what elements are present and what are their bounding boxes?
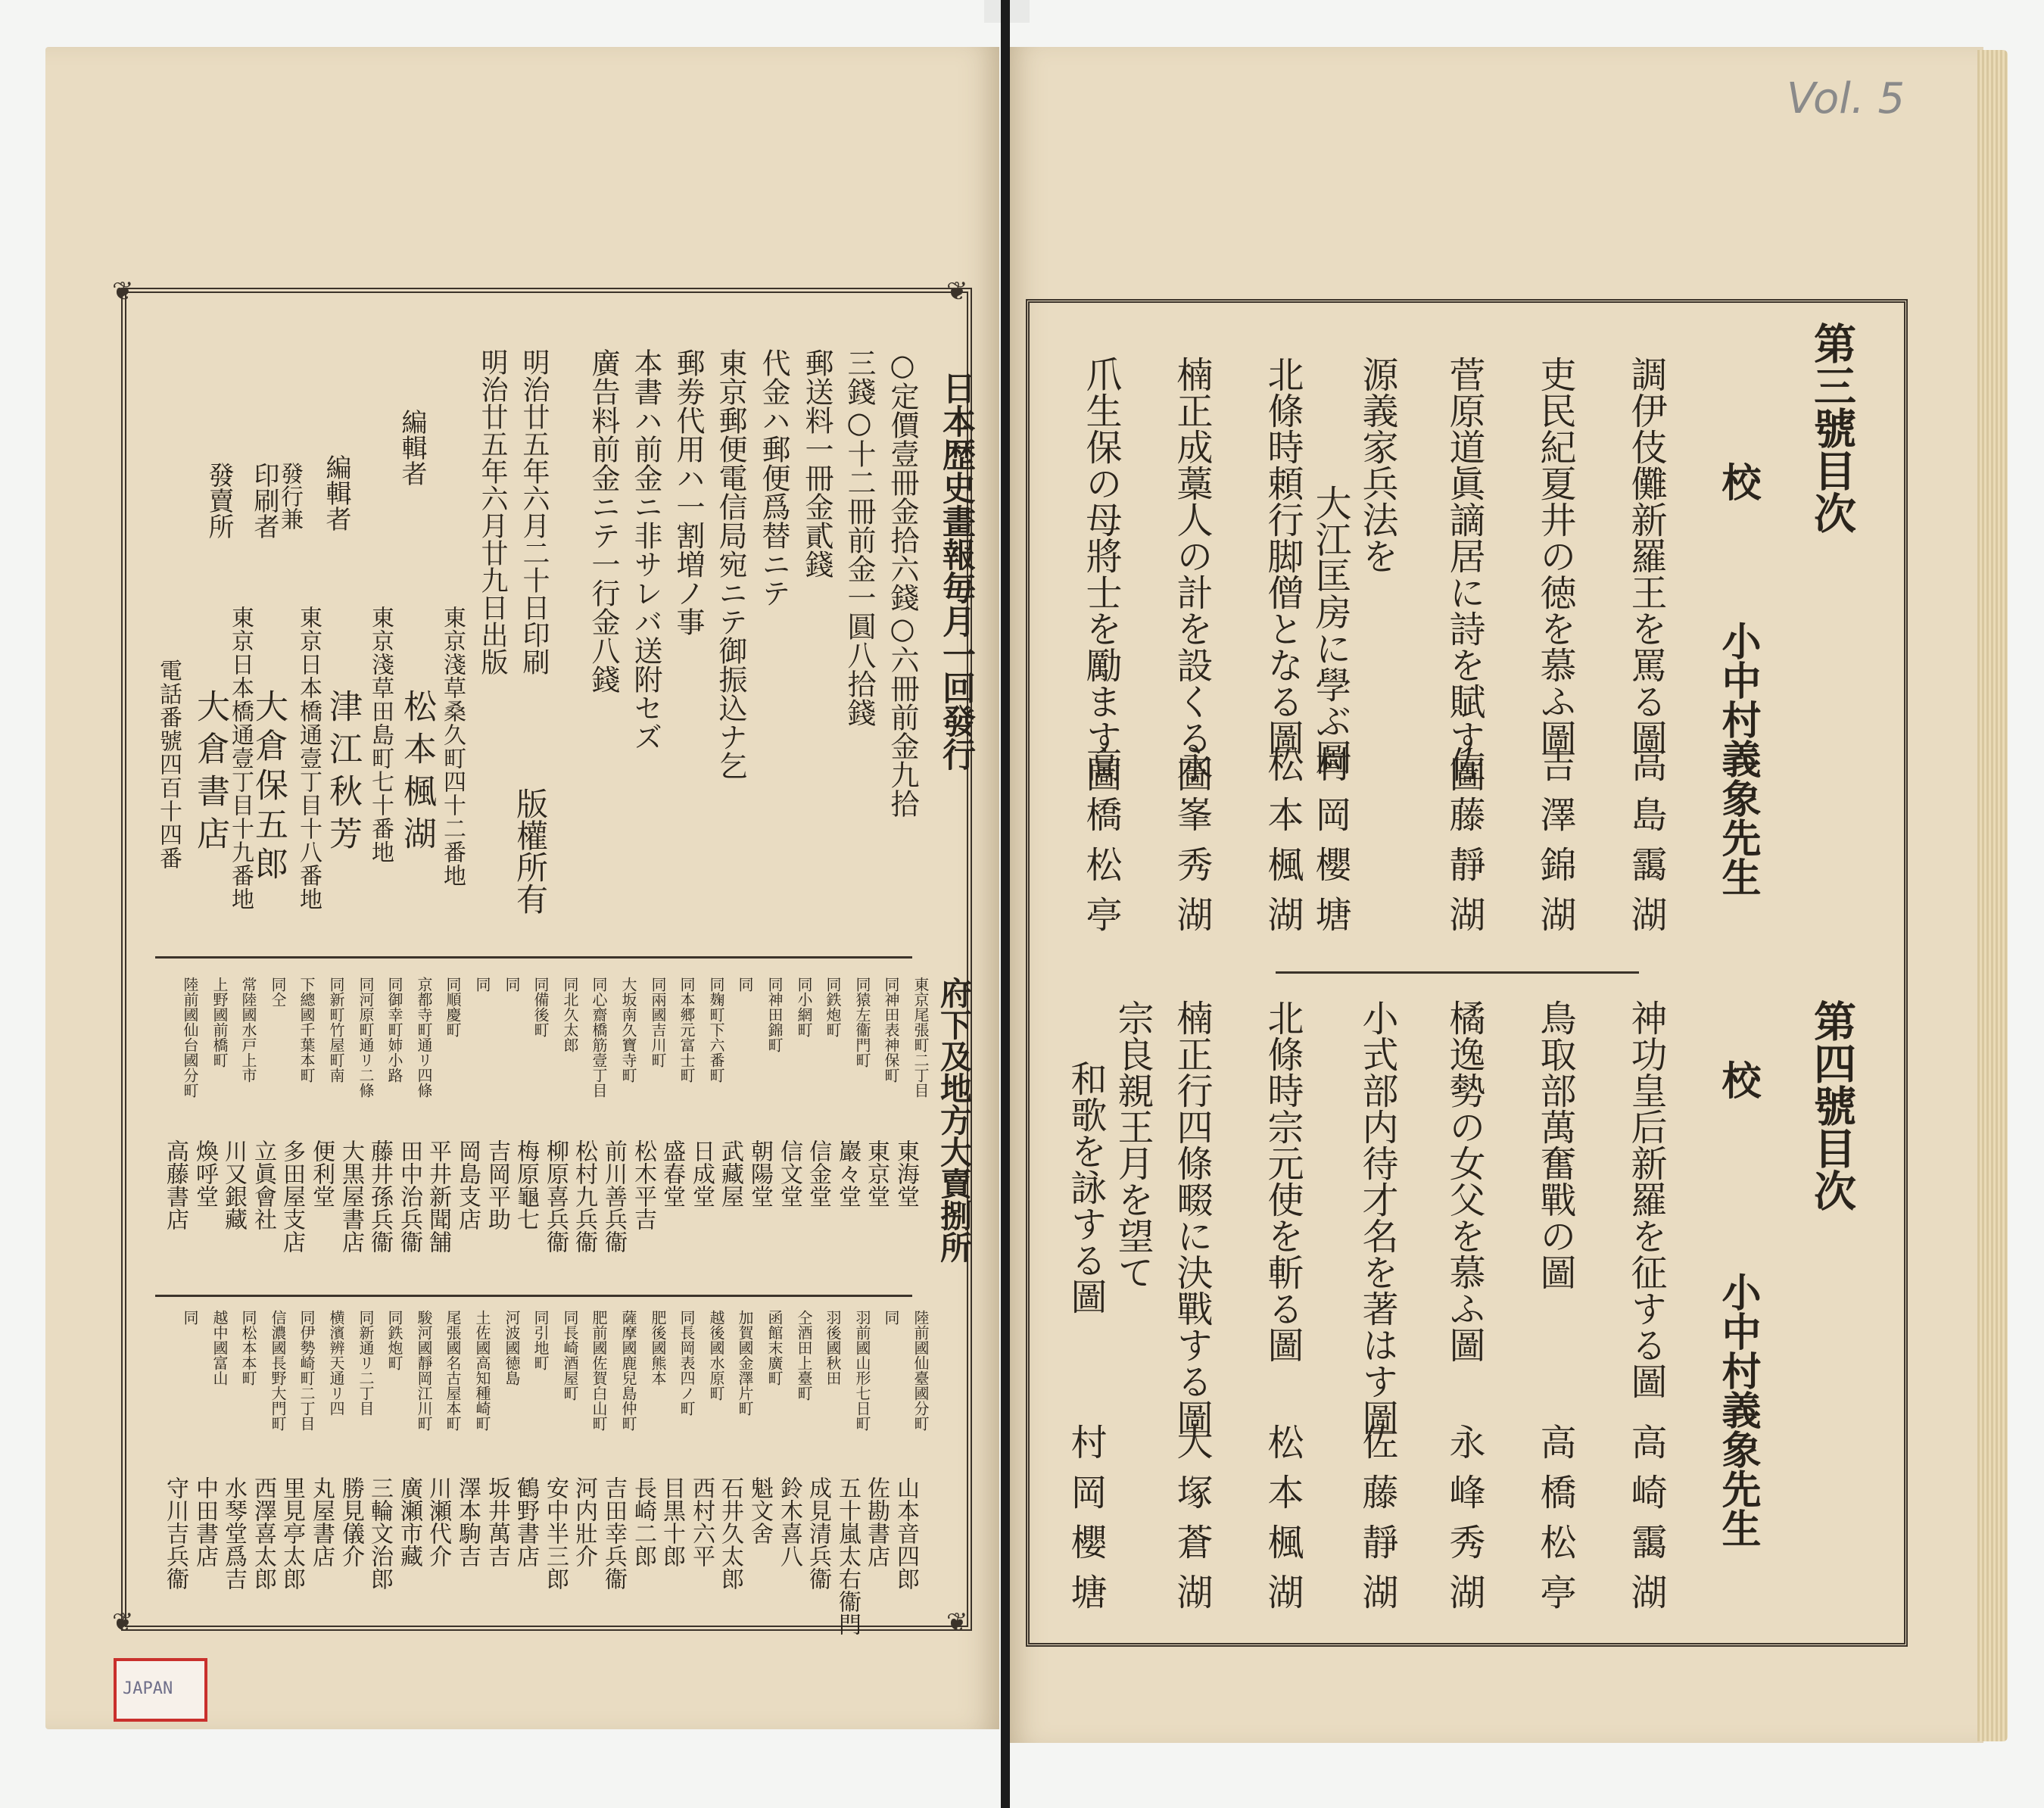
issue3-item-title-cont: 大江匡房に學ぶ圖 [1309, 485, 1351, 775]
issue3-item-artist: 永峯秀湖 [1170, 746, 1213, 946]
seller-address: 薩摩國鹿兒島仲町 [619, 1310, 637, 1431]
colophon-title: 日本歴史畫報毎月一回發行 [936, 371, 975, 771]
issue4-item-title-cont: 和歌を詠する圖 [1064, 1060, 1107, 1314]
seller-label: 發賣所 [204, 462, 234, 539]
seller-name: 吉田幸兵衞 [600, 1476, 627, 1590]
seller-address: 上野國前橋町 [210, 977, 229, 1068]
publisher-label: 發行兼 [276, 462, 303, 530]
issue4-item-artist: 高崎靄湖 [1625, 1423, 1667, 1623]
page-edges [1977, 50, 2008, 1741]
seller-name: 西澤喜太郎 [250, 1476, 276, 1590]
seller-address: 肥後國熊本 [649, 1310, 667, 1386]
editor-name: 松本楓湖 [397, 689, 436, 859]
issue3-item-title: 源義家兵法を [1356, 356, 1398, 574]
seller-address: 同御幸町姉小路 [385, 977, 404, 1083]
seller-address: 同順慶町 [444, 977, 462, 1037]
seller-name: 平井新聞舗 [425, 1139, 451, 1253]
print-date: 明治廿五年六月二十日印刷 [519, 348, 550, 675]
seller-name: 廣瀬市藏 [396, 1476, 422, 1567]
ornament-corner-tr: ❦ [946, 276, 968, 307]
seller-name: 多田屋支店 [279, 1139, 305, 1253]
seller-name: 西村六平 [688, 1476, 715, 1567]
issue4-item-artist: 永峰秀湖 [1443, 1423, 1485, 1623]
copyright-mark: 版權所有 [512, 787, 549, 915]
seller-address: 大坂南久寶寺町 [619, 977, 637, 1083]
seller-address: 尾張國名古屋本町 [444, 1310, 462, 1431]
issue4-item-artist: 大塚蒼湖 [1170, 1423, 1213, 1623]
seller-name: 藤井孫兵衞 [366, 1139, 393, 1253]
issue4-item-artist: 高橋松亭 [1534, 1423, 1576, 1623]
seller-name: 安中半三郎 [542, 1476, 569, 1590]
seller-name: 山本音四郎 [893, 1476, 919, 1590]
seller-name: 立眞會社 [250, 1139, 276, 1230]
issue4-item-artist: 佐藤靜湖 [1356, 1423, 1398, 1623]
issue4-school-mark: 校 [1715, 1060, 1761, 1099]
seller-name: 信文堂 [776, 1139, 802, 1208]
seller-name: 丸屋書店 [308, 1476, 335, 1567]
seller-name: 田中治兵衞 [396, 1139, 422, 1253]
seller-name: 佐勘書店 [863, 1476, 890, 1567]
sellers-divider [155, 1295, 912, 1297]
seller-address: 同新町竹屋町南 [327, 977, 345, 1083]
sellers-heading: 府下及地方大賣捌所 [936, 977, 973, 1263]
remit-line-1: 代金ハ郵便爲替ニテ [757, 348, 790, 607]
seller-address: 同松本本町 [239, 1310, 257, 1386]
remit-line-3: 郵劵代用ハ一割増ノ事 [671, 348, 705, 636]
seller-name: 大黒屋書店 [338, 1139, 364, 1253]
compiler-label: 編輯者 [321, 454, 351, 531]
seller-name: 河内壯介 [571, 1476, 597, 1567]
seller-name: 大倉書店 [191, 689, 229, 859]
compiler-address: 東京淺草田島町七十番地 [367, 606, 394, 864]
seller-address: 同猿左衞門町 [853, 977, 871, 1068]
editor-label: 編輯者 [397, 409, 427, 486]
seller-name: 里見亭太郎 [279, 1476, 305, 1590]
seller-name: 長崎二郎 [630, 1476, 656, 1567]
issue3-item-artist: 高島靄湖 [1625, 746, 1667, 946]
seller-name: 高藤書店 [162, 1139, 189, 1230]
seller-name: 煥呼堂 [192, 1139, 218, 1208]
publish-date: 明治廿五年六月廿九日出版 [477, 348, 508, 675]
printer-label: 印刷者 [249, 462, 279, 539]
seller-name: 朝陽堂 [746, 1139, 773, 1208]
seller-address: 羽前國山形七日町 [853, 1310, 871, 1431]
stamp-text: JAPAN [123, 1679, 173, 1698]
seller-name: 岡島支店 [454, 1139, 481, 1230]
seller-name: 鈴木喜八 [776, 1476, 802, 1567]
issue4-heading: 第四號目次 [1807, 999, 1857, 1211]
publisher-address: 東京日本橋通壹丁目十八番地 [295, 606, 322, 911]
issue4-item-artist: 松本楓湖 [1261, 1423, 1304, 1623]
seller-address: 越中國富山 [210, 1310, 229, 1386]
seller-name: 日成堂 [688, 1139, 715, 1208]
seller-name: 東海堂 [893, 1139, 919, 1208]
seller-name: 盛春堂 [659, 1139, 685, 1208]
seller-address: 河波國徳島 [503, 1310, 521, 1386]
seller-name: 三輪文治郎 [366, 1476, 393, 1590]
issue4-item-title: 神功皇后新羅を征する圖 [1625, 999, 1667, 1399]
seller-name: 松村九兵衞 [571, 1139, 597, 1253]
seller-address: 同 [736, 977, 754, 992]
seller-address: 同新通リ二丁目 [357, 1310, 375, 1416]
issue3-school-mark: 校 [1715, 462, 1761, 501]
seller-address: 同 [473, 977, 491, 992]
seller-address: 同心齋橋筋壹丁目 [590, 977, 608, 1098]
issue-divider [1276, 971, 1639, 974]
seller-name: 便利堂 [308, 1139, 335, 1208]
issue3-item-title: 北條時頼行脚僧となる圖 [1261, 356, 1304, 756]
issue4-item-title: 小式部内待才名を著はす圖 [1356, 999, 1398, 1435]
seller-address: 陸前國仙臺國分町 [911, 1310, 930, 1431]
seller-name: 中田書店 [192, 1476, 218, 1567]
seller-address: 羽後國秋田 [824, 1310, 842, 1386]
seller-address: 同鉄炮町 [385, 1310, 404, 1370]
seller-address: 同 [181, 1310, 199, 1325]
seller-address: 同小網町 [795, 977, 813, 1037]
seller-address: 土佐國高知種崎町 [473, 1310, 491, 1431]
seller-address: 同 [503, 977, 521, 992]
seller-address: 同北久太郎 [561, 977, 579, 1052]
editor-address: 東京淺草桑久町四十二番地 [439, 606, 466, 887]
issue3-item-artist: 松本楓湖 [1261, 746, 1304, 946]
seller-name: 東京堂 [863, 1139, 890, 1208]
ornament-corner-br: ❦ [946, 1607, 968, 1638]
seller-name: 梅原龜七 [513, 1139, 539, 1230]
library-stamp [114, 1658, 207, 1722]
seller-name: 石井久太郎 [717, 1476, 743, 1590]
seller-address: 同神田表神保町 [882, 977, 900, 1083]
ornament-corner-bl: ❦ [112, 1607, 134, 1638]
seller-name: 勝見儀介 [338, 1476, 364, 1567]
seller-address: 同長崎酒屋町 [561, 1310, 579, 1401]
seller-address: 陸前國仙台國分町 [181, 977, 199, 1098]
compiler-name: 津江秋芳 [323, 689, 362, 859]
seller-name: 川瀬代介 [425, 1476, 451, 1567]
book-spine [1001, 0, 1010, 1808]
remit-line-4: 本書ハ前金ニ非サレバ送附セズ [629, 348, 662, 751]
seller-phone: 電話番號四百十四番 [155, 659, 182, 870]
seller-address: 加賀國金澤片町 [736, 1310, 754, 1416]
issue4-item-title: 橘逸勢の女父を慕ふ圖 [1443, 999, 1485, 1363]
publisher-name: 大倉保五郎 [249, 689, 288, 886]
seller-name: 目黒十郎 [659, 1476, 685, 1567]
seller-address: 同仝 [269, 977, 287, 1007]
seller-address: 同伊勢崎町二丁目 [298, 1310, 316, 1431]
remit-line-2: 東京郵便電信局宛ニテ御振込ナ乞 [714, 348, 747, 780]
seller-name: 五十嵐太右衞門 [834, 1476, 861, 1635]
seller-name: 前川善兵衞 [600, 1139, 627, 1253]
issue4-item-title: 宗良親王月を望て [1111, 999, 1154, 1290]
seller-name: 成見清兵衞 [805, 1476, 831, 1590]
seller-address: 肥前國佐賀白山町 [590, 1310, 608, 1431]
issue3-item-artist: 高橋松亭 [1080, 746, 1122, 946]
issue3-item-title: 吏民紀夏井の徳を慕ふ圖 [1534, 356, 1576, 756]
issue3-item-title: 爪生保の母將士を勵ます圖 [1080, 356, 1122, 792]
issue3-item-title: 楠正成藁人の計を設くる圖 [1170, 356, 1213, 792]
ad-rate-line: 廣告料前金ニテ一行金八錢 [587, 348, 620, 694]
seller-address: 函館末廣町 [765, 1310, 784, 1386]
seller-address: 東京尾張町二丁目 [911, 977, 930, 1098]
handwritten-note: Vol. 5 [1787, 74, 1905, 123]
seller-address: 同備後町 [531, 977, 550, 1037]
issue4-teacher: 小中村義象先生 [1715, 1272, 1761, 1548]
seller-address: 下總國千葉本町 [298, 977, 316, 1083]
seller-name: 吉岡平助 [484, 1139, 510, 1230]
seller-name: 信金堂 [805, 1139, 831, 1208]
seller-address: 同本郷元富士町 [678, 977, 696, 1083]
seller-name: 柳原喜兵衞 [542, 1139, 569, 1253]
issue3-item-artist: 吉澤錦湖 [1534, 746, 1576, 946]
issue3-item-title: 調伊伎儺新羅王を罵る圖 [1625, 356, 1667, 756]
issue4-item-artist: 村岡櫻塘 [1064, 1423, 1107, 1623]
seller-address: 同河原町通リ二條 [357, 977, 375, 1098]
seller-address: 東京日本橋通壹丁目十九番地 [227, 606, 254, 911]
issue3-item-title: 菅原道眞謫居に詩を賦す圖 [1443, 356, 1485, 792]
seller-name: 鶴野書店 [513, 1476, 539, 1567]
issue4-item-title: 北條時宗元使を斬る圖 [1261, 999, 1304, 1363]
colophon-divider [155, 956, 912, 959]
seller-name: 魁文舍 [746, 1476, 773, 1545]
seller-name: 巖々堂 [834, 1139, 861, 1208]
seller-address: 同兩國吉川町 [649, 977, 667, 1068]
seller-name: 松木平吉 [630, 1139, 656, 1230]
seller-address: 同 [882, 1310, 900, 1325]
seller-address: 同引地町 [531, 1310, 550, 1370]
seller-name: 武藏屋 [717, 1139, 743, 1208]
issue3-item-artist: 村岡櫻塘 [1309, 746, 1351, 946]
seller-address: 京都寺町通リ四條 [415, 977, 433, 1098]
seller-name: 守川吉兵衞 [162, 1476, 189, 1590]
seller-address: 同長岡表四ノ町 [678, 1310, 696, 1416]
seller-name: 坂井萬吉 [484, 1476, 510, 1567]
price-line-1: ○定價壹冊金拾六錢○六冊前金九拾 [886, 348, 919, 818]
seller-address: 横濱辨天通リ四 [327, 1310, 345, 1416]
ornament-corner-tl: ❦ [112, 276, 134, 307]
seller-address: 同神田錦町 [765, 977, 784, 1052]
issue3-item-artist: 佐藤靜湖 [1443, 746, 1485, 946]
seller-address: 駿河國靜岡江川町 [415, 1310, 433, 1431]
postage-line: 郵送料一冊金貳錢 [800, 348, 833, 578]
issue3-teacher: 小中村義象先生 [1715, 621, 1761, 896]
seller-name: 澤本駒吉 [454, 1476, 481, 1567]
seller-address: 越後國水原町 [707, 1310, 725, 1401]
seller-address: 同鉄炮町 [824, 977, 842, 1037]
seller-name: 川又銀藏 [220, 1139, 247, 1230]
issue4-item-title: 鳥取部萬奮戰の圖 [1534, 999, 1576, 1290]
seller-address: 同麹町下六番町 [707, 977, 725, 1083]
issue4-item-title: 楠正行四條畷に決戰する圖 [1170, 999, 1213, 1435]
seller-name: 水琴堂爲吉 [220, 1476, 247, 1590]
seller-address: 常陸國水戸上市 [239, 977, 257, 1083]
seller-address: 信濃國長野大門町 [269, 1310, 287, 1431]
issue3-heading: 第三號目次 [1807, 322, 1857, 534]
price-line-2: 三錢○十二冊前金一圓八拾錢 [843, 348, 876, 727]
seller-address: 仝酒田上臺町 [795, 1310, 813, 1401]
